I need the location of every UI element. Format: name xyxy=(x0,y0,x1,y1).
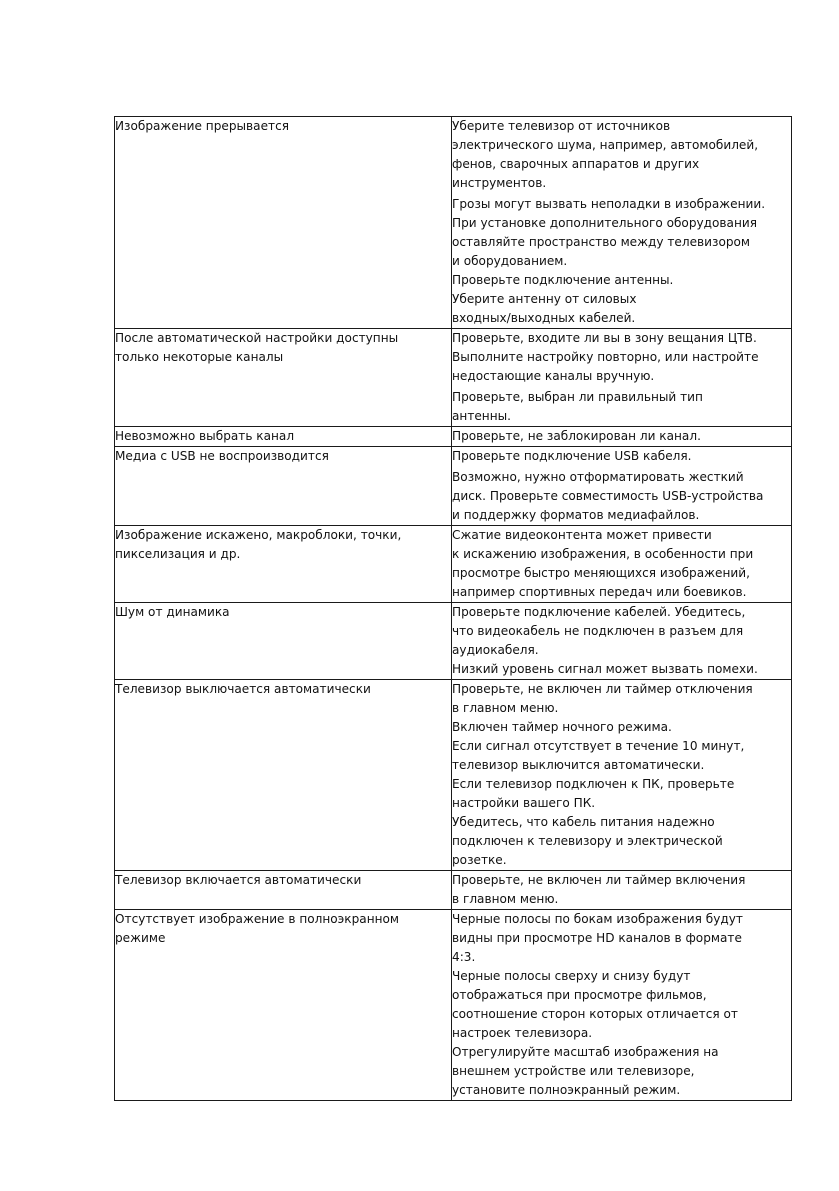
table-row xyxy=(115,526,792,603)
solution-cell xyxy=(452,680,792,871)
solution-text-line: антенны. xyxy=(452,409,512,423)
solution-cell xyxy=(452,871,792,910)
solution-text-line: например спортивных передач или боевиков. xyxy=(452,585,747,599)
problem-text-line: Отсутствует изображение в полноэкранном xyxy=(115,912,400,926)
solution-text-line: электрического шума, например, автомобилей, xyxy=(452,138,759,152)
solution-text-line: Проверьте подключение антенны. xyxy=(452,273,674,287)
problem-cell xyxy=(115,117,452,329)
solution-text-line: входных/выходных кабелей. xyxy=(452,311,636,325)
solution-cell xyxy=(452,447,792,526)
solution-text-line: в главном меню. xyxy=(452,701,559,715)
solution-cell xyxy=(452,603,792,680)
solution-text-line: Сжатие видеоконтента может привести xyxy=(452,528,712,542)
solution-text-line: настройки вашего ПК. xyxy=(452,796,596,810)
solution-text-line: Если телевизор подключен к ПК, проверьте xyxy=(452,777,735,791)
problem-text-line: Изображение прерывается xyxy=(115,119,290,133)
table-row xyxy=(115,329,792,427)
table-row xyxy=(115,447,792,526)
solution-paragraph xyxy=(452,871,791,909)
solution-paragraph xyxy=(452,680,791,870)
solution-cell xyxy=(452,117,792,329)
solution-text-line: к искажению изображения, в особенности при xyxy=(452,547,754,561)
solution-text-line: Черные полосы сверху и снизу будут xyxy=(452,969,691,983)
problem-cell xyxy=(115,910,452,1101)
solution-text-line: Низкий уровень сигнал может вызвать помехи. xyxy=(452,662,758,676)
table-row xyxy=(115,910,792,1101)
solution-paragraph xyxy=(452,195,791,328)
solution-text-line: Выполните настройку повторно, или настройте xyxy=(452,350,759,364)
solution-text-line: Черные полосы по бокам изображения будут xyxy=(452,912,743,926)
problem-text-line: После автоматической настройки доступны xyxy=(115,331,399,345)
table-row xyxy=(115,871,792,910)
table-row xyxy=(115,603,792,680)
problem-cell xyxy=(115,526,452,603)
problem-text-line: Невозможно выбрать канал xyxy=(115,429,295,443)
solution-text-line: Включен таймер ночного режима. xyxy=(452,720,672,734)
solution-paragraph xyxy=(452,388,791,426)
solution-text-line: Проверьте подключение USB кабеля. xyxy=(452,449,692,463)
problem-text-line: Телевизор выключается автоматически xyxy=(115,682,371,696)
solution-text-line: аудиокабеля. xyxy=(452,643,539,657)
solution-text-line: в главном меню. xyxy=(452,892,559,906)
solution-paragraph xyxy=(452,329,791,386)
solution-text-line: недостающие каналы вручную. xyxy=(452,369,655,383)
solution-text-line: фенов, сварочных аппаратов и других xyxy=(452,157,700,171)
troubleshooting-table-body xyxy=(115,117,792,1101)
solution-text-line: соотношение сторон которых отличается от xyxy=(452,1007,738,1021)
problem-cell xyxy=(115,329,452,427)
troubleshooting-table xyxy=(114,116,792,1101)
problem-text-line: Изображение искажено, макроблоки, точки, xyxy=(115,528,402,542)
solution-text-line: Проверьте, не включен ли таймер включения xyxy=(452,873,746,887)
solution-text-line: что видеокабель не подключен в разъем для xyxy=(452,624,744,638)
solution-text-line: При установке дополнительного оборудования xyxy=(452,216,758,230)
solution-text-line: Проверьте, входите ли вы в зону вещания ЦТВ. xyxy=(452,331,757,345)
problem-text-line: режиме xyxy=(115,931,166,945)
solution-text-line: Проверьте, не включен ли таймер отключения xyxy=(452,682,753,696)
solution-text-line: установите полноэкранный режим. xyxy=(452,1083,681,1097)
solution-text-line: Убедитесь, что кабель питания надежно xyxy=(452,815,715,829)
problem-cell xyxy=(115,680,452,871)
problem-text-line: Телевизор включается автоматически xyxy=(115,873,362,887)
solution-text-line: Проверьте, не заблокирован ли канал. xyxy=(452,429,701,443)
problem-text-line: Медиа с USB не воспроизводится xyxy=(115,449,329,463)
solution-text-line: телевизор выключится автоматически. xyxy=(452,758,705,772)
solution-text-line: оставляйте пространство между телевизором xyxy=(452,235,751,249)
solution-text-line: внешнем устройстве или телевизоре, xyxy=(452,1064,695,1078)
solution-text-line: Возможно, нужно отформатировать жесткий xyxy=(452,470,744,484)
solution-cell xyxy=(452,329,792,427)
solution-text-line: инструментов. xyxy=(452,176,547,190)
problem-cell xyxy=(115,603,452,680)
table-row xyxy=(115,680,792,871)
solution-text-line: настроек телевизора. xyxy=(452,1026,593,1040)
solution-text-line: и поддержку форматов медиафайлов. xyxy=(452,508,700,522)
solution-text-line: Если сигнал отсутствует в течение 10 минут, xyxy=(452,739,745,753)
table-row xyxy=(115,117,792,329)
solution-paragraph xyxy=(452,526,791,602)
solution-text-line: 4:3. xyxy=(452,950,476,964)
solution-text-line: и оборудованием. xyxy=(452,254,568,268)
solution-paragraph xyxy=(452,910,791,1100)
problem-text-line: только некоторые каналы xyxy=(115,350,284,364)
solution-text-line: Проверьте подключение кабелей. Убедитесь, xyxy=(452,605,746,619)
solution-text-line: розетке. xyxy=(452,853,507,867)
problem-cell xyxy=(115,871,452,910)
solution-text-line: диск. Проверьте совместимость USB-устройства xyxy=(452,489,764,503)
solution-text-line: Уберите телевизор от источников xyxy=(452,119,671,133)
solution-text-line: Отрегулируйте масштаб изображения на xyxy=(452,1045,719,1059)
solution-text-line: Проверьте, выбран ли правильный тип xyxy=(452,390,703,404)
problem-cell xyxy=(115,427,452,447)
solution-cell xyxy=(452,910,792,1101)
solution-text-line: Грозы могут вызвать неполадки в изображении. xyxy=(452,197,766,211)
solution-paragraph xyxy=(452,427,791,446)
solution-text-line: просмотре быстро меняющихся изображений, xyxy=(452,566,750,580)
solution-paragraph xyxy=(452,468,791,525)
table-row xyxy=(115,427,792,447)
solution-text-line: отображаться при просмотре фильмов, xyxy=(452,988,707,1002)
solution-paragraph xyxy=(452,603,791,679)
problem-cell xyxy=(115,447,452,526)
solution-paragraph xyxy=(452,447,791,466)
solution-text-line: подключен к телевизору и электрической xyxy=(452,834,723,848)
problem-text-line: пикселизация и др. xyxy=(115,547,241,561)
solution-text-line: Уберите антенну от силовых xyxy=(452,292,637,306)
problem-text-line: Шум от динамика xyxy=(115,605,230,619)
solution-cell xyxy=(452,427,792,447)
solution-cell xyxy=(452,526,792,603)
solution-paragraph xyxy=(452,117,791,193)
solution-text-line: видны при просмотре HD каналов в формате xyxy=(452,931,742,945)
